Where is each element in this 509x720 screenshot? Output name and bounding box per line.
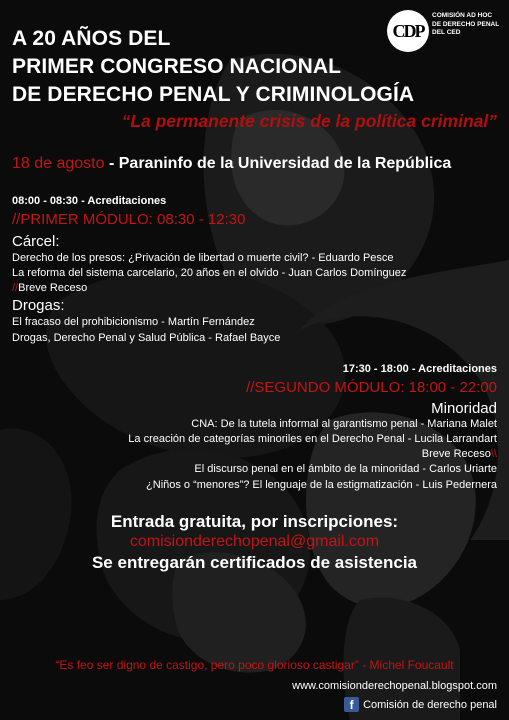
event-date: 18 de agosto xyxy=(12,155,105,172)
break-prefix: // xyxy=(12,282,19,294)
break-label: Breve Receso xyxy=(421,448,491,460)
logo-line: COMISIÓN AD HOC xyxy=(432,12,493,19)
poster-subtitle: “La permanente crisis de la política criminal” xyxy=(121,111,497,131)
section-title-minoridad: Minoridad xyxy=(431,400,497,417)
break-label: Breve Receso xyxy=(18,282,88,294)
logo-line: DE DERECHO PENAL xyxy=(432,20,500,28)
talk-item: El discurso penal en el ámbito de la minoridad - Carlos Uriarte xyxy=(194,463,497,475)
section-title-carcel: Cárcel: xyxy=(12,233,60,250)
first-module-heading: //PRIMER MÓDULO: 08:30 - 12:30 xyxy=(12,211,246,228)
event-venue: Paraninfo de la Universidad de la República xyxy=(118,155,452,172)
facebook-label: Comisión de derecho penal xyxy=(363,698,497,711)
talk-item: La reforma del sistema carcelario, 20 años en el olvido - Juan Carlos Domínguez xyxy=(12,267,407,279)
talk-item: La creación de categorías minoriles en el Derecho Penal - Lucila Larrandart xyxy=(128,433,497,445)
second-module-heading: //SEGUNDO MÓDULO: 18:00 - 22:00 xyxy=(246,379,497,396)
talk-item: Drogas, Derecho Penal y Salud Pública - Rafael Bayce xyxy=(12,332,281,344)
talk-item: Derecho de los presos: ¿Privación de libertad o muerte civil? - Eduardo Pesce xyxy=(12,252,394,264)
poster-title xyxy=(12,25,414,109)
foucault-quote: “Es feo ser digno de castigo, pero poco glorioso castigar” - Michel Foucault xyxy=(55,658,454,672)
break-suffix: \\ xyxy=(490,448,497,460)
logo-text xyxy=(432,12,506,38)
event-date-venue xyxy=(12,155,451,173)
facebook-icon: f xyxy=(344,697,359,712)
title-line: PRIMER CONGRESO NACIONAL xyxy=(12,55,342,78)
facebook-link[interactable] xyxy=(344,697,497,712)
contact-email-link[interactable]: comisionderechopenal@gmail.com xyxy=(129,533,380,550)
certificates-text: Se entregarán certificados de asistencia xyxy=(91,553,418,572)
title-line: DE DERECHO PENAL Y CRIMINOLOGÍA xyxy=(12,83,415,106)
talk-item: CNA: De la tutela informal al garantismo penal - Mariana Malet xyxy=(191,418,497,430)
first-module-registration: 08:00 - 08:30 - Acreditaciones xyxy=(12,195,167,207)
talk-item: ¿Niños o “menores”? El lenguaje de la estigmatización - Luis Pedernera xyxy=(146,479,497,491)
break-item xyxy=(12,280,87,297)
second-module-registration: 17:30 - 18:00 - Acreditaciones xyxy=(342,363,497,375)
logo-line: DEL CED xyxy=(432,29,461,37)
website-link[interactable]: www.comisionderechopenal.blogspot.com xyxy=(292,680,497,692)
entry-free-text: Entrada gratuita, por inscripciones: xyxy=(110,512,399,531)
logo-monogram: CDP xyxy=(387,10,429,52)
section-title-drogas: Drogas: xyxy=(12,297,65,314)
event-separator: - xyxy=(104,155,119,172)
title-line: A 20 AÑOS DEL xyxy=(12,27,171,50)
talk-item: El fracaso del prohibicionismo - Martín Fernández xyxy=(12,316,255,328)
